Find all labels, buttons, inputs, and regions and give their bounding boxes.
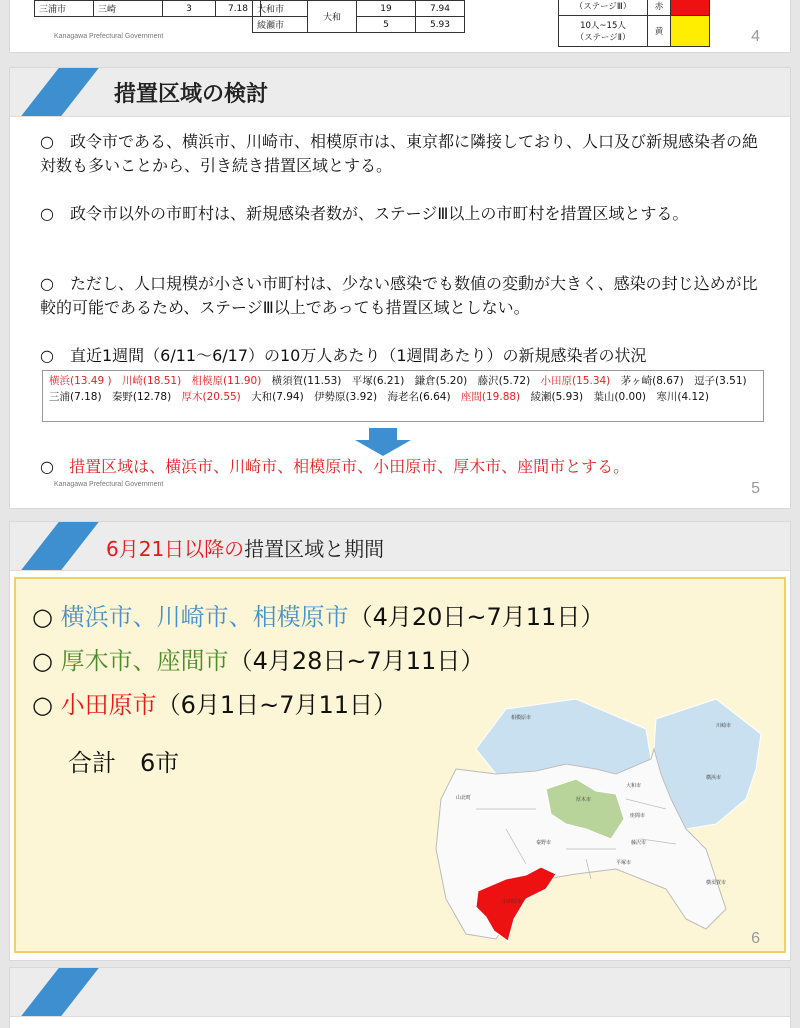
table-cell: 三崎 [94,1,163,17]
district-item [32,597,604,632]
city-rate: 海老名(6.64) [387,391,451,403]
slide-6 [10,522,790,960]
table-cell: 7.94 [416,1,465,17]
legend-label: （ステージⅢ） [559,0,648,16]
map-label: 藤沢市 [631,840,647,846]
table-row [559,0,710,16]
city-rate: 座間(19.88) [460,391,521,403]
map-label: 大和市 [626,783,642,789]
city-rate: 大和(7.94) [251,391,304,403]
left-table [34,0,261,17]
city-rate: 秦野(12.78) [111,391,172,403]
slide-title: 措置区域の検討 [114,82,269,107]
title-black-part: 措置区域と期間 [244,537,385,561]
map-label: 川崎市 [716,723,732,729]
item-cities: 横浜市、川崎市、相模原市 [60,603,349,631]
page-number: 5 [751,480,760,497]
paragraph-1: ○ 政令市である、横浜市、川崎市、相模原市は、東京都に隣接しており、人口及び新規感染者の絶対数も多いことから、引き続き措置区域とする。 [40,132,758,175]
city-rate: 平塚(6.21) [351,375,405,387]
item-period: （6月1日~7月11日） [156,691,398,719]
kanagawa-map [416,679,776,949]
map-label: 横須賀市 [706,880,727,886]
slide-header [10,968,790,1017]
table-row [253,1,465,17]
table-cell: 5.93 [416,17,465,33]
city-rate: 伊勢原(3.92) [314,391,378,403]
table-row [559,16,710,47]
item-period: （4月20日~7月11日） [348,603,605,631]
map-label: 相模原市 [511,715,532,721]
legend-swatch-red [671,0,710,16]
conclusion-bullet: ○ [40,457,54,476]
table-cell: 綾瀬市 [253,17,308,33]
map-label: 平塚市 [616,860,632,866]
city-rate: 逗子(3.51) [694,375,747,387]
header-stripe [21,68,99,116]
table-cell: 3 [163,1,216,17]
city-rate: 小田原(15.34) [540,375,611,387]
city-rates-box [42,370,764,422]
footer-org: Kanagawa Prefectural Government [54,33,164,40]
city-rate: 厚木(20.55) [181,391,241,403]
city-rate: 横須賀(11.53) [271,375,342,387]
legend-label: 10人~15人 （ステージⅡ） [559,16,648,47]
table-cell: 大和市 [253,1,308,17]
district-item [32,685,397,720]
slide-header [10,68,790,117]
slide-7 [10,968,790,1028]
legend-swatch-yellow [671,16,710,47]
content-panel [14,577,786,953]
city-rate: 葉山(0.00) [593,391,647,403]
city-rate: 川崎(18.51) [121,375,182,387]
city-rate: 綾瀬(5.93) [530,391,584,403]
table-row [35,1,261,17]
table-cell: 7.18 [216,1,261,17]
slide-header [10,522,790,571]
page-number: 4 [751,28,760,45]
map-label: 秦野市 [536,840,552,846]
footer-org: Kanagawa Prefectural Government [54,481,164,488]
district-item [32,641,484,676]
slide-4 [10,0,790,52]
item-bullet: ○ [32,691,53,719]
mid-table [252,0,465,33]
title-red-part: 6月21日以降の [106,537,245,561]
map-label: 山北町 [456,795,472,801]
map-label: 座間市 [630,813,646,819]
item-cities: 小田原市 [60,691,157,719]
item-period: （4月28日~7月11日） [228,647,485,675]
city-rate: 鎌倉(5.20) [414,375,468,387]
paragraph-3: ○ ただし、人口規模が小さい市町村は、少ない感染でも数値の変動が大きく、感染の封じ込めが比較的可能であるため、ステージⅢ以上であっても措置区域としない。 [40,274,758,317]
city-rate: 藤沢(5.72) [477,375,531,387]
header-stripe [21,968,99,1016]
item-cities: 厚木市、座間市 [60,647,229,675]
header-stripe [21,522,99,570]
slide-title [106,533,384,562]
city-rate: 茅ヶ崎(8.67) [620,375,684,387]
legend-color-name: 赤 [648,0,671,16]
legend-table [558,0,710,47]
map-label: 小田原市 [502,899,523,905]
item-bullet: ○ [32,647,53,675]
conclusion-text: 措置区域は、横浜市、川崎市、相模原市、小田原市、厚木市、座間市とする。 [69,457,630,476]
table-row [253,17,465,33]
city-rate: 寒川(4.12) [656,391,709,403]
paragraph-4: ○ 直近1週間（6/11～6/17）の10万人あたり（1週間あたり）の新規感染者の状況 [40,346,647,365]
table-cell: 19 [357,1,416,17]
legend-color-name: 黄 [648,16,671,47]
paragraph-2: ○ 政令市以外の市町村は、新規感染者数が、ステージⅢ以上の市町村を措置区域とする。 [40,204,689,223]
map-label: 横浜市 [706,775,722,781]
city-rate: 相模原(11.90) [191,375,262,387]
city-rate: 三浦(7.18) [49,391,102,403]
table-cell: 5 [357,17,416,33]
down-arrow-icon [355,428,411,456]
total-label: 合計 6市 [68,749,180,777]
slide-5 [10,68,790,508]
map-label: 厚木市 [576,797,592,803]
item-bullet: ○ [32,603,53,631]
table-cell: 三浦市 [35,1,94,17]
map-region-sagamihara [476,699,651,774]
conclusion [40,454,629,477]
page-number: 6 [751,930,760,947]
table-cell: 大和 [308,1,357,33]
city-rate: 横浜(13.49 ) [49,375,112,387]
